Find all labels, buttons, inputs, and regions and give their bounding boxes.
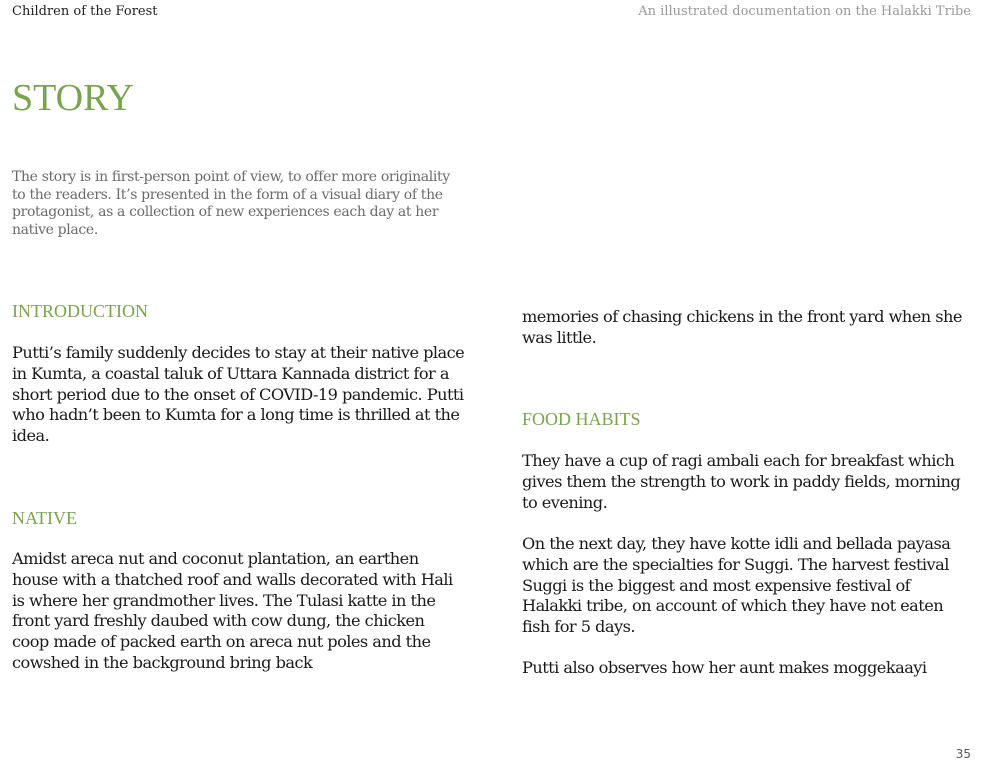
running-header-subtitle: An illustrated documentation on the Halakki Tribe [638,4,971,19]
page-title: STORY [12,77,134,119]
introduction-body: Putti’s family suddenly decides to stay at their native place in Kumta, a coastal taluk of Uttara Kannada district for a short period due to the onset of COVID-19 pandemic. Putti who hadn’t been to Kumta for a long time is thrilled at the idea. [12,343,465,446]
section-heading-introduction: INTRODUCTION [12,301,148,321]
section-heading-native: NATIVE [12,508,77,528]
native-body-continued: memories of chasing chickens in the front yard when she was little. [522,307,962,347]
food-habits-paragraph-3: Putti also observes how her aunt makes moggekaayi [522,658,927,677]
running-header-book-title: Children of the Forest [12,4,158,19]
page-number: 35 [955,747,971,761]
native-body: Amidst areca nut and coconut plantation, an earthen house with a thatched roof and walls decorated with Hali is where her grandmother lives. The Tulasi katte in the front yard freshly daubed with cow dung, the chicken coop made of packed earth on areca nut poles and the cowshed in the background bring back [12,549,453,672]
section-heading-food-habits: FOOD HABITS [522,409,641,429]
intro-paragraph: The story is in first-person point of view, to offer more originality to the readers. It’s presented in the form of a visual diary of the protagonist, as a collection of new experiences each day at her native place. [12,169,450,238]
food-habits-paragraph-1: They have a cup of ragi ambali each for breakfast which gives them the strength to work in paddy fields, morning to evening. [522,451,961,512]
food-habits-paragraph-2: On the next day, they have kotte idli and bellada payasa which are the specialties for Suggi. The harvest festival Suggi is the biggest and most expensive festival of Halakki tribe, on account of which they have not eaten fish for 5 days. [522,534,951,637]
